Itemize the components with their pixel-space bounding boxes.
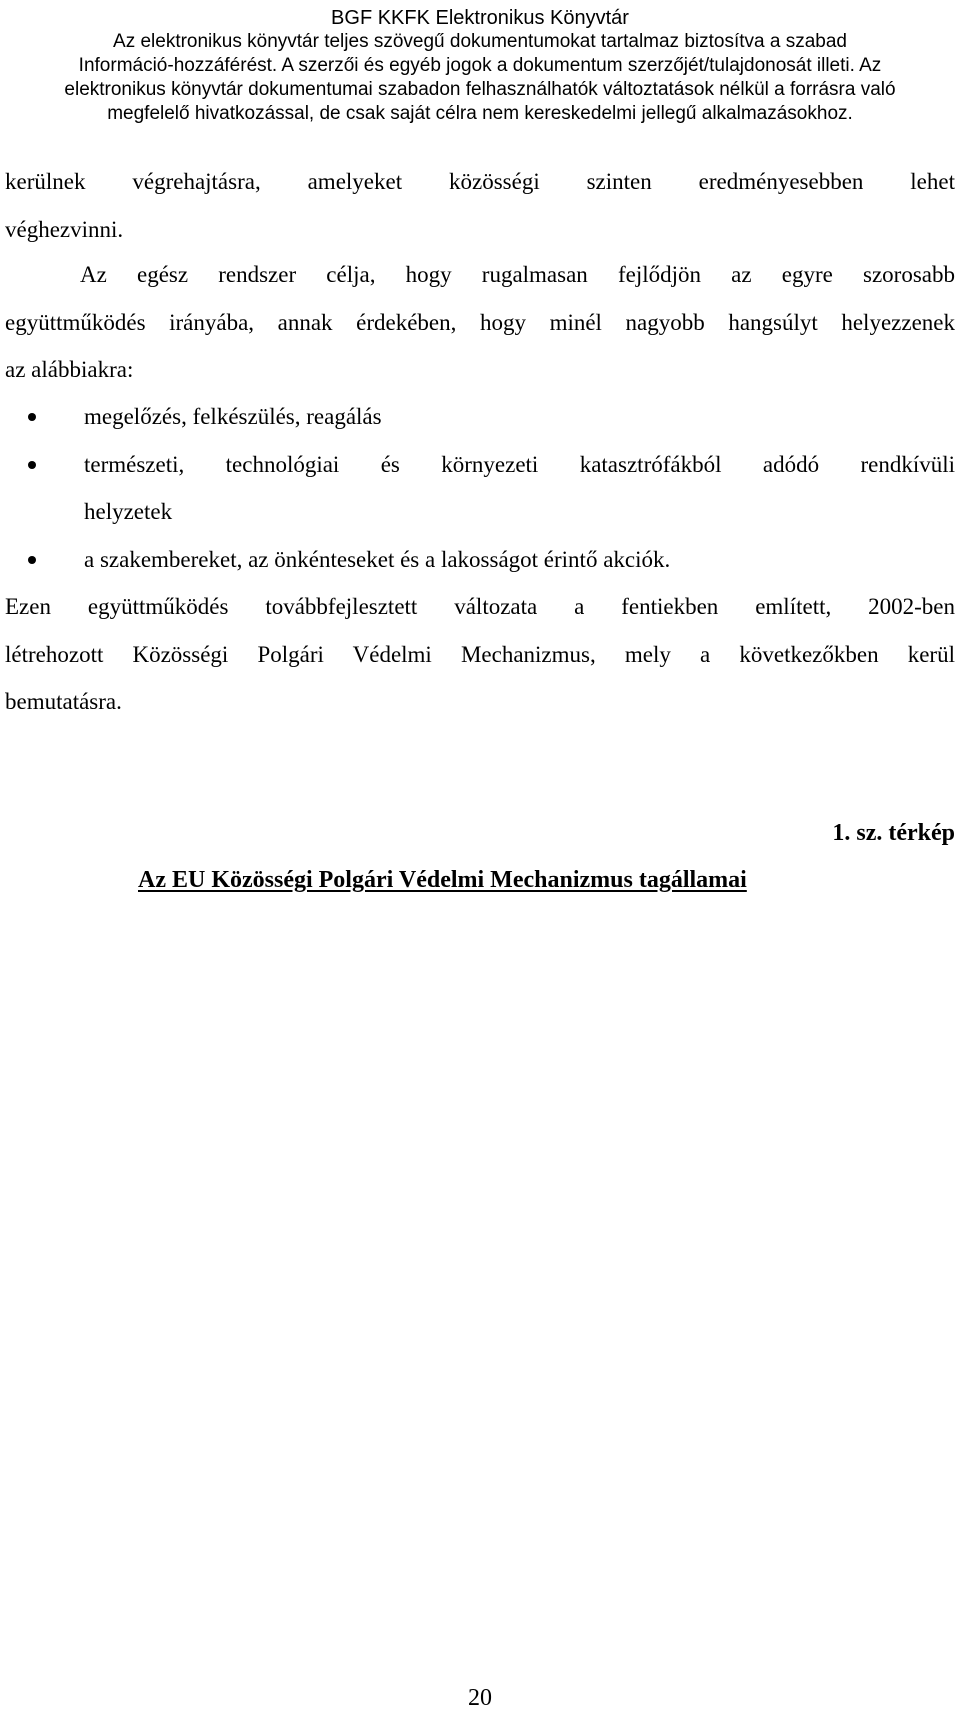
map-title: Az EU Közösségi Polgári Védelmi Mechanizmus tagállamai: [138, 867, 747, 893]
paragraph-3-line-3: bemutatásra.: [5, 689, 122, 714]
paragraph-3-line-1: Ezen együttműködés továbbfejlesztett változata a fentiekben említett, 2002-ben: [5, 594, 955, 619]
bullet-list: [28, 393, 955, 583]
bullet-icon: [28, 556, 36, 564]
paragraph-3-line-2: létrehozott Közösségi Polgári Védelmi Mechanizmus, mely a következőkben kerül: [5, 641, 955, 667]
page-number: 20: [468, 1685, 492, 1711]
header-line-2: Információ-hozzáférést. A szerzői és egyéb jogok a dokumentum szerzőjét/tulajdonosát illeti. Az: [78, 55, 882, 76]
list-item-line-1: a szakembereket, az önkénteseket és a lakosságot érintő akciók.: [84, 546, 671, 572]
header-line-1: Az elektronikus könyvtár teljes szövegű dokumentumokat tartalmaz biztosítva a szabad: [113, 31, 847, 52]
paragraph-1: [5, 158, 955, 253]
list-item: [28, 393, 955, 441]
list-item-line-1: megelőzés, felkészülés, reagálás: [84, 404, 382, 429]
list-item-line-1: természeti, technológiai és környezeti katasztrófákból adódó rendkívüli: [84, 451, 955, 477]
header-title: BGF KKFK Elektronikus Könyvtár: [331, 7, 629, 29]
paragraph-2-line-1: Az egész rendszer célja, hogy rugalmasan fejlődjön az egyre szorosabb: [80, 262, 955, 287]
paragraph-1-line-1: kerülnek végrehajtásra, amelyeket közösségi szinten eredményesebben lehet: [5, 169, 955, 194]
header-line-3: elektronikus könyvtár dokumentumai szabadon felhasználhatók változtatások nélkül a forrásra való: [64, 79, 896, 100]
bullet-icon: [28, 413, 36, 421]
paragraph-2: [5, 251, 955, 394]
list-item: [28, 441, 955, 536]
list-item-line-2: helyzetek: [84, 499, 173, 524]
library-header: [0, 6, 960, 126]
paragraph-2-line-3: az alábbiakra:: [5, 357, 134, 382]
paragraph-2-line-2: együttműködés irányába, annak érdekében, hogy minél nagyobb hangsúlyt helyezzenek: [5, 309, 955, 335]
bullet-icon: [28, 461, 36, 469]
header-line-4: megfelelő hivatkozással, de csak saját célra nem kereskedelmi jellegű alkalmazásokhoz.: [107, 103, 853, 124]
paragraph-1-line-2: véghezvinni.: [5, 216, 124, 242]
list-item: [28, 536, 955, 584]
paragraph-3: [5, 583, 955, 726]
map-number-label: 1. sz. térkép: [832, 820, 955, 846]
